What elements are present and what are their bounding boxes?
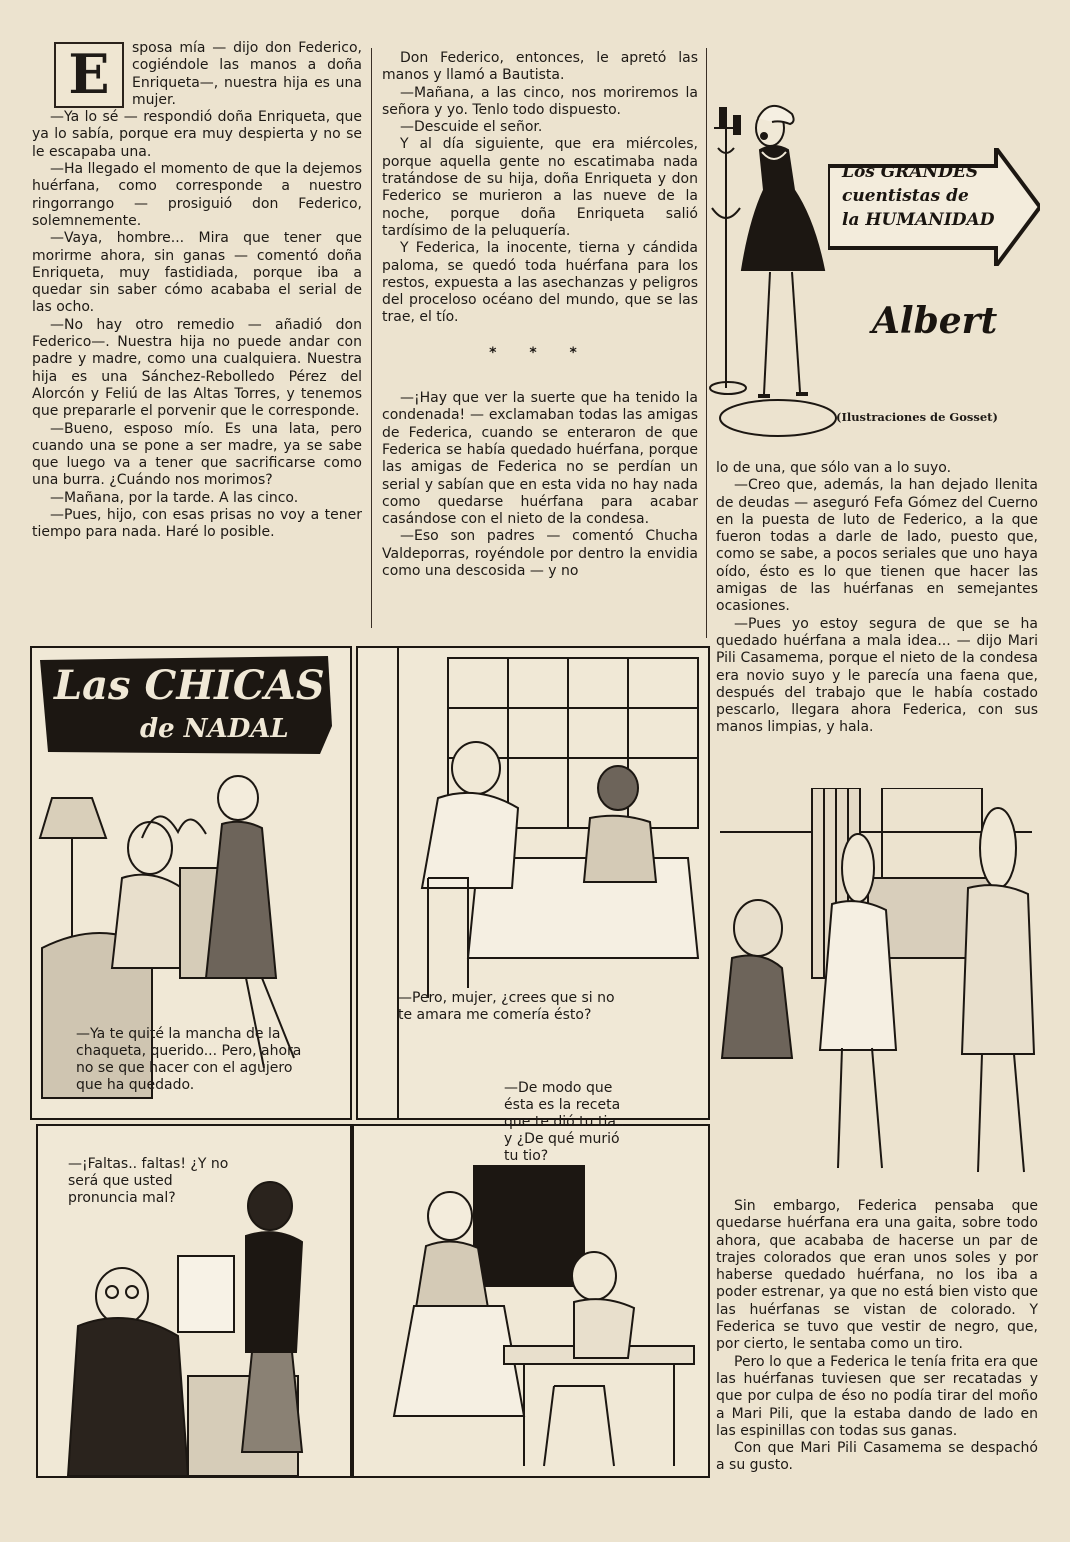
comic-panel-4 xyxy=(352,1124,710,1478)
comic-logo xyxy=(40,656,332,756)
paragraph: —Bueno, esposo mío. Es una lata, pero cuando una se pone a ser madre, ya se sabe que luego va a tener que sacrificarse como una burra. ¿Cuándo nos morimos? xyxy=(32,420,362,489)
series-title-line-2: cuentistas de xyxy=(842,186,969,206)
paragraph: —Pues, hijo, con esas prisas no voy a tener tiempo para nada. Haré lo posible. xyxy=(32,507,362,541)
paragraph: —Eso son padres — comentó Chucha Valdeporras, royéndole por dentro la envidia como una descosida — y no xyxy=(382,528,698,580)
paragraph: —Mañana, a las cinco, nos moriremos la señora y yo. Tenlo todo dispuesto. xyxy=(382,84,698,118)
paragraph: Don Federico, entonces, le apretó las manos y llamó a Bautista. xyxy=(382,50,698,84)
paragraph: Pero lo que a Federica le tenía frita era que las huérfanas tuviesen que ser recatadas y que por culpa de éso no podía tirar del moño a Mari Pili, que la estaba dando de lado en las espinillas con todas sus ganas. xyxy=(716,1353,1038,1439)
comic-panel-2-caption: —Pero, mujer, ¿crees que si no te amara me comería ésto? xyxy=(398,990,615,1023)
article-column-2 xyxy=(382,50,698,580)
paragraph: —Creo que, además, la han dejado llenita de deudas — aseguró Fefa Gómez del Cuerno en la puesta de luto de Federico, a la que fueron todas a darle de lado, puesto que, como se sabe, a pocos seriales que uno haya oído, ésto es lo que tienen que hacer las amigas de las huérfanas en semejantes ocasiones. xyxy=(716,477,1038,615)
paragraph: —Vaya, hombre... Mira que tener que morirme ahora, sin ganas — comentó doña Enriqueta, muy fastidiada, porque iba a quedar sin saber cómo acababa el serial de las ocho. xyxy=(32,230,362,316)
paragraph: lo de una, que sólo van a lo suyo. xyxy=(716,460,952,476)
paragraph: —Ha llegado el momento de que la dejemos huérfana, como corresponde a nuestro ringorrango — prosiguió don Federico, solemnemente. xyxy=(32,161,362,229)
series-title-line-3: la HUMANIDAD xyxy=(842,210,995,230)
paragraph: sposa mía — dijo don Federico, cogiéndole las manos a doña Enriqueta—, nuestra hija es una mujer. xyxy=(132,40,362,108)
comic-panel-1-caption: —Ya te quité la mancha de la chaqueta, querido... Pero, ahora no se que hacer con el agujero que ha quedado. xyxy=(76,1026,302,1093)
comic-panel-3-caption: —¡Faltas.. faltas! ¿Y no será que usted pronuncia mal? xyxy=(68,1156,229,1206)
paragraph: Con que Mari Pili Casamema se despachó a su gusto. xyxy=(716,1440,1038,1474)
paragraph: Y Federica, la inocente, tierna y cándida paloma, se quedó toda huérfana para los restos, expuesta a las asechanzas y peligros del proceloso océano del mundo, que se las trae, el tío. xyxy=(382,240,698,326)
article-column-1 xyxy=(32,40,362,542)
paragraph: —Ya lo sé — respondió doña Enriqueta, que ya lo sabía, porque era muy despierta y no se le escapaba una. xyxy=(32,109,362,160)
paragraph: —Mañana, por la tarde. A las cinco. xyxy=(50,489,299,506)
paragraph: —Descuide el señor. xyxy=(400,119,543,136)
mourning-scene-illustration xyxy=(712,788,1042,1192)
drop-cap: E xyxy=(54,42,124,108)
paragraph: —Pues yo estoy segura de que se ha quedado huérfana a mala idea... — dijo Mari Pili Casamema, porque el nieto de la condesa era novio suyo y le parecía una faena que, después del trabajo que le había costado pescarlo, llegara ahora Federica, con sus manos limpias, y hala. xyxy=(716,615,1038,736)
illustration-credit: (Ilustraciones de Gosset) xyxy=(836,410,998,424)
paragraph: Sin embargo, Federica pensaba que quedarse huérfana era una gaita, sobre todo ahora, que acababa de hacerse un par de trajes colorados que eran unos soles y por haberse quedado huérfana, no los iba a poder estrenar, ya que no está bien visto que las huérfanas se vistan de colorado. Y Federica se tuvo que vestir de negro, que, por cierto, le sentaba como un tiro. xyxy=(716,1198,1038,1353)
section-separator: * * * xyxy=(489,344,591,361)
woman-with-candelabra-illustration xyxy=(708,88,838,448)
series-title-line-1: Los GRANDES xyxy=(842,162,979,182)
comic-logo-title: Las CHICAS xyxy=(54,662,325,709)
comic-panel-4-caption: —De modo que ésta es la receta que te dió tu tia.. y ¿De qué murió tu tio? xyxy=(504,1080,625,1164)
paragraph: Y al día siguiente, que era miércoles, porque aquella gente no escatimaba nada tratándose de su hija, doña Enriqueta y don Federico se murieron a las nueve de la noche, porque doña Enriqueta salió tardísimo de la peluquería. xyxy=(382,136,698,239)
column-divider xyxy=(371,48,372,628)
paragraph: —¡Hay que ver la suerte que ha tenido la condenada! — exclamaban todas las amigas de Federica, cuando se enteraron de que Federica se había quedado huérfana, porque las amigas de Federica no se perdían un serial y sabían que en esta vida no hay nada como quedarse huérfana para acabar casándose con el nieto de la condesa. xyxy=(382,390,698,528)
author-name: Albert xyxy=(872,300,998,342)
column-divider xyxy=(706,48,707,638)
article-column-3 xyxy=(716,460,1038,737)
comic-logo-subtitle: de NADAL xyxy=(140,714,289,744)
series-title-banner xyxy=(828,148,1040,266)
paragraph: —No hay otro remedio — añadió don Federico—. Nuestra hija no puede andar con padre y madre, como una cualquiera. Nuestra hija es una Sánchez-Rebolledo Pérez del Alorcón y Feliú de las Altas Torres, y tenemos que prepararle el porvenir que le corresponde. xyxy=(32,316,362,420)
article-column-3-continued xyxy=(716,1198,1038,1475)
comic-panel-2 xyxy=(356,646,710,1120)
